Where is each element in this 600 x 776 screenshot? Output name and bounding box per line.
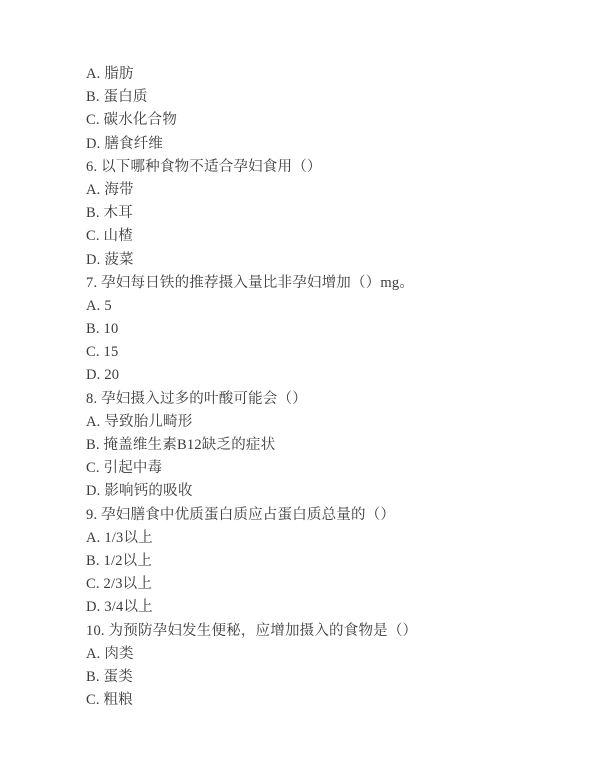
option-line: A. 1/3以上 [86,529,153,546]
question-stem: 10. 为预防孕妇发生便秘，应增加摄入的食物是（） [86,622,418,639]
option-line: A. 导致胎儿畸形 [86,413,193,430]
option-line: B. 10 [86,321,119,338]
option-line: C. 15 [86,344,119,361]
option-line: B. 1/2以上 [86,552,153,569]
option-line: C. 山楂 [86,228,133,245]
option-line: B. 木耳 [86,205,133,222]
option-line: C. 粗粮 [86,692,133,709]
option-line: A. 脂肪 [86,66,134,82]
option-line: A. 5 [86,297,112,314]
option-line: D. 膳食纤维 [86,135,164,152]
option-line: D. 菠菜 [86,251,134,268]
option-line: B. 蛋类 [86,668,133,685]
option-line: C. 2/3以上 [86,576,153,593]
question-stem: 6. 以下哪种食物不适合孕妇食用（） [86,158,322,175]
option-line: C. 碳水化合物 [86,112,178,129]
option-line: B. 蛋白质 [86,89,148,106]
option-line: D. 20 [86,367,120,384]
question-stem: 7. 孕妇每日铁的推荐摄入量比非孕妇增加（）mg。 [86,274,415,291]
option-line: C. 引起中毒 [86,460,163,477]
option-line: D. 3/4以上 [86,599,153,616]
question-stem: 8. 孕妇摄入过多的叶酸可能会（） [86,390,307,407]
option-line: A. 肉类 [86,645,134,662]
option-line: B. 掩盖维生素B12缺乏的症状 [86,437,276,453]
option-line: D. 影响钙的吸收 [86,483,193,500]
option-line: A. 海带 [86,181,134,198]
question-stem: 9. 孕妇膳食中优质蛋白质应占蛋白质总量的（） [86,506,396,523]
